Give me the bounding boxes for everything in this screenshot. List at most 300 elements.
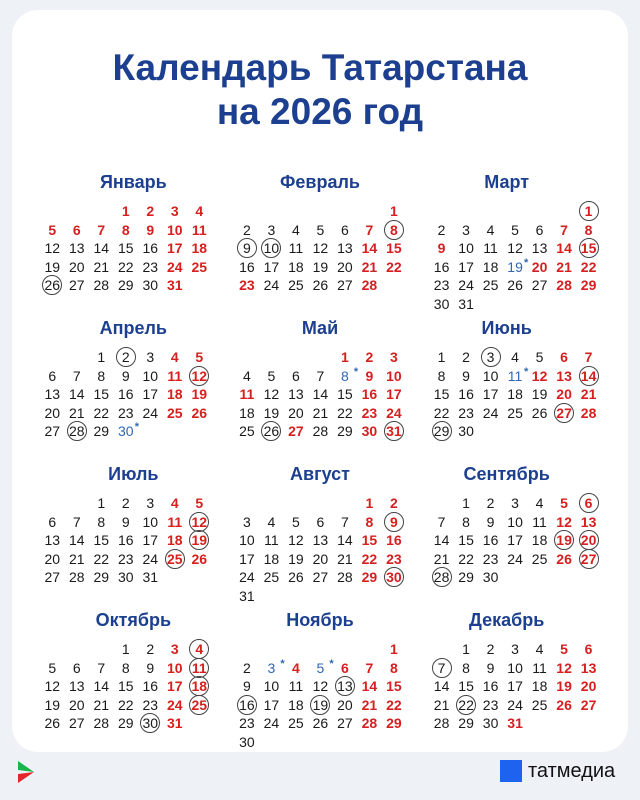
day-cell: 1 — [97, 495, 106, 511]
day-cell: 10 — [142, 513, 159, 530]
day-cell: 21 — [93, 258, 110, 275]
day-cell: 23 — [142, 696, 159, 713]
month-name: Август — [290, 464, 350, 484]
day-cell: 8 — [97, 513, 106, 530]
day-cell: 12 — [556, 659, 572, 676]
day-cell: 6 — [341, 221, 349, 238]
day-cell: 1 — [390, 641, 398, 657]
day-cell: 13 — [288, 386, 304, 402]
day-cell: 2 — [486, 641, 495, 657]
day-cell: 26 — [44, 715, 61, 731]
day-cell: 22 — [93, 550, 110, 567]
empty-cell — [235, 348, 260, 367]
day-cell: 29 — [93, 569, 110, 585]
empty-cell — [259, 202, 284, 221]
day-cell: 25 — [531, 550, 548, 567]
day-cell: 8 — [584, 221, 593, 238]
day-cell: 5 — [195, 495, 204, 511]
day-cell: 26 — [191, 550, 208, 567]
day-cell: 31 — [166, 277, 183, 293]
day-cell: 21 — [361, 258, 378, 275]
day-cell: 18 — [507, 386, 523, 402]
months-grid — [40, 170, 600, 754]
day-cell: 5 — [511, 221, 519, 238]
day-cell: 25 — [507, 404, 523, 421]
day-cell: 30 — [138, 714, 163, 733]
day-cell: 10 — [263, 678, 280, 694]
day-cell: 16 — [433, 258, 450, 275]
day-cell: 15 — [433, 386, 450, 402]
day-cell: 17 — [482, 386, 499, 402]
day-cell: 4 — [292, 221, 300, 238]
empty-cell — [89, 640, 114, 659]
day-cell: 9 — [462, 367, 470, 384]
day-cell: 21 — [337, 550, 353, 567]
day-cell: 1 — [437, 349, 446, 365]
day-cell: 29 — [93, 423, 110, 439]
day-cell: 23 — [361, 404, 378, 421]
day-cell: 30 — [382, 568, 407, 587]
day-cell: 30 — [117, 569, 134, 585]
day-cell: 18 — [187, 677, 212, 696]
month-days-grid — [429, 494, 601, 587]
day-cell: 24 — [166, 696, 183, 713]
empty-cell — [333, 494, 358, 513]
day-cell: 27 — [576, 550, 601, 569]
day-cell: 28 — [361, 715, 378, 731]
day-cell: 4 — [535, 641, 544, 657]
day-cell: 11 — [532, 513, 547, 530]
day-cell: 30 * — [114, 422, 139, 441]
day-cell: 12 — [531, 367, 548, 384]
month-block — [413, 608, 600, 754]
day-cell: 29 — [429, 422, 454, 441]
day-cell: 26 — [312, 277, 329, 293]
day-cell: 13 — [44, 532, 61, 548]
day-cell: 22 — [337, 404, 353, 421]
day-cell: 3 * — [259, 659, 284, 678]
day-cell: 5 — [316, 221, 325, 238]
day-cell: 25 — [263, 569, 280, 585]
day-cell: 2 — [243, 659, 251, 676]
day-cell: 28 — [93, 715, 110, 731]
month-days-grid — [235, 202, 407, 295]
day-cell: 5 — [292, 513, 300, 530]
empty-cell — [89, 202, 114, 221]
day-cell: 5 — [535, 349, 544, 365]
day-cell: 26 — [507, 277, 523, 293]
day-cell: 27 — [531, 277, 548, 293]
day-cell: 2 — [114, 348, 139, 367]
day-cell: 17 — [239, 550, 255, 567]
empty-cell — [284, 202, 309, 221]
day-cell: 17 — [386, 386, 402, 402]
day-cell: 24 — [386, 404, 402, 421]
day-cell: 4 — [187, 640, 212, 659]
day-cell: 3 — [267, 221, 276, 238]
day-cell: 26 — [288, 569, 304, 585]
day-cell: 5 — [560, 495, 568, 511]
day-cell: 9 — [121, 513, 130, 530]
day-cell: 12 — [187, 513, 212, 532]
day-cell: 22 — [454, 696, 479, 715]
day-cell: 4 — [292, 659, 300, 676]
day-cell: 5 — [560, 641, 568, 657]
day-cell: 12 — [507, 240, 523, 256]
day-cell: 20 — [531, 258, 548, 275]
day-cell: 29 — [386, 715, 402, 731]
day-cell: 6 — [48, 367, 57, 384]
day-cell: 23 — [482, 550, 499, 567]
day-cell: 29 — [458, 569, 474, 585]
day-cell: 20 — [312, 550, 329, 567]
day-cell: 10 — [482, 367, 499, 384]
day-cell: 24 — [507, 696, 523, 713]
month-block — [413, 316, 600, 462]
month-block — [40, 170, 227, 316]
day-cell: 9 — [146, 221, 155, 238]
day-cell: 1 — [576, 202, 601, 221]
day-cell: 12 — [312, 678, 329, 694]
day-cell: 11 * — [503, 367, 528, 386]
day-cell: 12 — [263, 386, 280, 402]
empty-cell — [259, 494, 284, 513]
day-cell: 16 — [117, 386, 134, 402]
day-cell: 7 — [316, 367, 325, 384]
day-cell: 24 — [142, 550, 159, 567]
empty-cell — [259, 348, 284, 367]
day-cell: 3 — [170, 203, 179, 219]
month-block — [413, 170, 600, 316]
day-cell: 25 — [187, 696, 212, 715]
day-cell: 18 — [288, 258, 304, 275]
day-cell: 1 — [121, 203, 130, 219]
day-cell: 18 — [166, 386, 183, 402]
day-cell: 7 — [72, 513, 81, 530]
day-cell: 8 — [390, 659, 398, 676]
day-cell: 11 — [532, 659, 547, 676]
day-cell: 3 — [146, 495, 155, 511]
day-cell: 27 — [337, 715, 353, 731]
day-cell: 3 — [243, 513, 251, 530]
day-cell: 25 — [166, 404, 183, 421]
day-cell: 11 — [187, 659, 212, 678]
day-cell: 21 — [68, 550, 85, 567]
day-cell: 10 — [166, 659, 183, 676]
day-cell: 27 — [337, 277, 353, 293]
empty-cell — [429, 494, 454, 513]
day-cell: 23 — [386, 550, 402, 567]
day-cell: 9 — [486, 513, 495, 530]
day-cell: 14 — [576, 367, 601, 386]
day-cell: 14 — [312, 386, 329, 402]
day-cell: 23 — [433, 277, 450, 293]
month-name: Октябрь — [95, 610, 172, 630]
day-cell: 19 * — [503, 258, 528, 277]
day-cell: 10 — [166, 221, 183, 238]
day-cell: 13 — [531, 240, 548, 256]
day-cell: 25 — [163, 550, 188, 569]
day-cell: 30 — [482, 569, 499, 585]
empty-cell — [503, 202, 528, 221]
day-cell: 6 — [292, 367, 300, 384]
empty-cell — [527, 202, 552, 221]
day-cell: 28 — [580, 404, 597, 421]
day-cell: 11 — [288, 240, 304, 256]
day-cell: 18 — [239, 404, 255, 421]
day-cell: 13 — [580, 513, 597, 530]
empty-cell — [552, 202, 577, 221]
day-cell: 9 — [146, 659, 155, 676]
day-cell: 11 — [483, 240, 498, 256]
day-cell: 14 — [68, 532, 85, 548]
day-cell: 15 — [93, 532, 110, 548]
title-line-2: на 2026 год — [216, 91, 424, 132]
month-name: Сентябрь — [463, 464, 550, 484]
day-cell: 22 — [117, 696, 134, 713]
month-name: Апрель — [99, 318, 168, 338]
day-cell: 6 — [48, 513, 57, 530]
day-cell: 1 — [97, 349, 106, 365]
day-cell: 22 — [361, 550, 378, 567]
day-cell: 17 — [166, 678, 183, 694]
empty-cell — [65, 640, 90, 659]
day-cell: 21 — [433, 550, 450, 567]
day-cell: 6 — [72, 659, 81, 676]
day-cell: 1 — [462, 641, 470, 657]
day-cell: 13 — [337, 240, 353, 256]
day-cell: 20 — [44, 550, 61, 567]
month-days-grid — [40, 348, 212, 441]
day-cell: 28 — [361, 277, 378, 293]
day-cell: 10 — [458, 240, 474, 256]
day-cell: 18 — [531, 678, 548, 694]
day-cell: 7 — [560, 221, 568, 238]
day-cell: 18 — [263, 550, 280, 567]
day-cell: 23 — [117, 550, 134, 567]
day-cell: 18 — [288, 696, 304, 713]
day-cell: 6 — [560, 349, 568, 365]
day-cell: 14 — [433, 532, 450, 548]
day-cell: 21 — [580, 386, 597, 402]
day-cell: 25 — [191, 258, 208, 275]
day-cell: 15 — [386, 240, 402, 256]
empty-cell — [284, 494, 309, 513]
month-name: Июль — [108, 464, 159, 484]
day-cell: 23 — [117, 404, 134, 421]
day-cell: 8 — [462, 513, 470, 530]
month-days-grid — [40, 640, 212, 733]
day-cell: 27 — [552, 404, 577, 423]
day-cell: 22 — [93, 404, 110, 421]
day-cell: 31 — [458, 295, 474, 312]
day-cell: 27 — [68, 715, 85, 731]
day-cell: 17 — [263, 258, 280, 275]
day-cell: 4 — [170, 495, 179, 511]
day-cell: 19 — [531, 386, 548, 402]
month-days-grid — [429, 202, 601, 313]
day-cell: 7 — [365, 659, 374, 676]
day-cell: 26 — [531, 404, 548, 421]
day-cell: 23 — [458, 404, 474, 421]
day-cell: 1 — [121, 641, 130, 657]
day-cell: 9 — [437, 240, 446, 256]
day-cell: 11 — [239, 386, 255, 402]
day-cell: 17 — [263, 696, 280, 713]
day-cell: 24 — [166, 258, 183, 275]
day-cell: 16 — [386, 532, 402, 548]
day-cell: 4 — [195, 203, 204, 219]
title-line-1: Календарь Татарстана — [112, 47, 528, 88]
day-cell: 19 — [187, 531, 212, 550]
day-cell: 17 — [507, 532, 523, 548]
day-cell: 23 — [142, 258, 159, 275]
month-block — [227, 462, 414, 608]
day-cell: 17 — [142, 386, 159, 402]
day-cell: 22 — [386, 696, 402, 713]
day-cell: 28 — [68, 569, 85, 585]
day-cell: 7 — [341, 513, 349, 530]
day-cell: 7 — [72, 367, 81, 384]
day-cell: 7 — [584, 349, 593, 365]
day-cell: 6 — [72, 221, 81, 238]
day-cell: 14 — [93, 240, 110, 256]
day-cell: 5 — [48, 221, 57, 238]
day-cell: 13 — [333, 677, 358, 696]
month-days-grid — [40, 494, 212, 587]
day-cell: 16 — [482, 532, 499, 548]
day-cell: 1 — [462, 495, 470, 511]
day-cell: 20 — [288, 404, 304, 421]
day-cell: 20 — [576, 531, 601, 550]
day-cell: 2 — [390, 495, 398, 511]
day-cell: 5 — [267, 367, 276, 384]
month-block — [227, 608, 414, 754]
day-cell: 13 — [44, 386, 61, 402]
day-cell: 3 — [462, 221, 470, 238]
day-cell: 14 — [433, 678, 450, 694]
day-cell: 26 — [556, 550, 572, 567]
day-cell: 31 — [142, 569, 159, 585]
month-days-grid — [235, 494, 407, 605]
day-cell: 31 — [507, 715, 523, 731]
empty-cell — [235, 202, 260, 221]
day-cell: 8 — [121, 221, 130, 238]
day-cell: 20 — [556, 386, 572, 402]
day-cell: 15 — [117, 240, 134, 256]
day-cell: 13 — [68, 678, 85, 694]
day-cell: 30 — [239, 733, 255, 750]
day-cell: 19 — [263, 404, 280, 421]
day-cell: 21 — [361, 696, 378, 713]
day-cell: 25 — [288, 715, 304, 731]
day-cell: 18 — [191, 240, 208, 256]
day-cell: 16 — [458, 386, 474, 402]
day-cell: 20 — [337, 258, 353, 275]
month-block — [40, 316, 227, 462]
day-cell: 2 — [243, 221, 251, 238]
empty-cell — [40, 494, 65, 513]
month-days-grid — [235, 640, 407, 751]
day-cell: 24 — [482, 404, 499, 421]
month-block — [413, 462, 600, 608]
day-cell: 11 — [191, 221, 207, 238]
day-cell: 14 — [361, 240, 378, 256]
empty-cell — [284, 348, 309, 367]
day-cell: 9 — [486, 659, 495, 676]
month-name: Май — [301, 318, 339, 338]
day-cell: 10 — [239, 532, 255, 548]
day-cell: 17 — [142, 532, 159, 548]
day-cell: 8 — [462, 659, 470, 676]
day-cell: 11 — [167, 513, 183, 530]
day-cell: 19 — [556, 678, 572, 694]
month-days-grid — [235, 348, 407, 441]
day-cell: 8 — [382, 221, 407, 240]
day-cell: 28 — [312, 423, 329, 439]
empty-cell — [308, 202, 333, 221]
day-cell: 7 — [365, 221, 374, 238]
day-cell: 12 — [44, 678, 61, 694]
empty-cell — [357, 640, 382, 659]
day-cell: 10 — [386, 367, 402, 384]
day-cell: 20 — [337, 696, 353, 713]
day-cell: 15 — [117, 678, 134, 694]
day-cell: 9 — [365, 367, 374, 384]
month-name: Январь — [99, 172, 167, 192]
day-cell: 23 — [239, 715, 255, 731]
day-cell: 29 — [458, 715, 474, 731]
day-cell: 24 — [263, 277, 280, 293]
day-cell: 15 — [386, 678, 402, 694]
brand-square-icon — [500, 760, 522, 782]
day-cell: 21 — [433, 696, 450, 713]
day-cell: 24 — [142, 404, 159, 421]
day-cell: 16 — [117, 532, 134, 548]
day-cell: 15 — [361, 532, 378, 548]
day-cell: 12 — [187, 367, 212, 386]
month-name: Декабрь — [469, 610, 545, 630]
day-cell: 12 — [556, 513, 572, 530]
day-cell: 1 — [365, 495, 374, 511]
day-cell: 28 — [433, 715, 450, 731]
day-cell: 27 — [288, 423, 304, 439]
day-cell: 19 — [191, 386, 208, 402]
day-cell: 31 — [382, 422, 407, 441]
day-cell: 12 — [288, 532, 304, 548]
month-block — [40, 608, 227, 754]
day-cell: 19 — [312, 258, 329, 275]
day-cell: 31 — [166, 715, 183, 731]
day-cell: 24 — [263, 715, 280, 731]
day-cell: 10 — [507, 659, 523, 676]
day-cell: 20 — [580, 678, 597, 694]
day-cell: 19 — [288, 550, 304, 567]
day-cell: 3 — [478, 348, 503, 367]
day-cell: 13 — [556, 367, 572, 384]
empty-cell — [333, 202, 358, 221]
month-block — [227, 316, 414, 462]
day-cell: 17 — [458, 258, 474, 275]
day-cell: 31 — [239, 587, 255, 604]
day-cell: 4 — [535, 495, 544, 511]
day-cell: 12 — [44, 240, 61, 256]
day-cell: 26 — [556, 696, 572, 713]
day-cell: 11 — [264, 532, 279, 548]
day-cell: 18 — [166, 532, 183, 548]
day-cell: 21 — [68, 404, 85, 421]
day-cell: 2 — [121, 495, 130, 511]
